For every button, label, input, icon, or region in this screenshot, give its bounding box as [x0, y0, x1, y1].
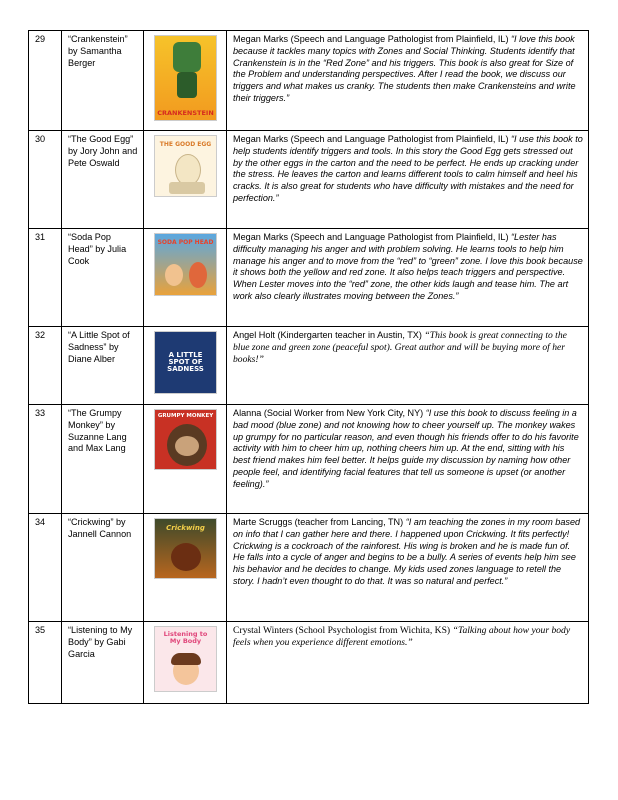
cover-title: Listening to My Body: [163, 630, 208, 645]
review-quote: “I love this book because it tackles many topics with Zones and Social Thinking. Students identify that Crankenstein is in the “Red Zone” and his triggers. This book is also great for Size of the Problem and understanding perspectives. After I read the book, we discuss our triggers and what makes us cranky. The students then make Crankensteins and write their triggers.”: [233, 34, 576, 103]
review-quote: “I use this book to help students identify triggers and tools. In this story the Good Egg gets stressed out by the other eggs in the carton and the need to be perfect. He ends up cracking under the stress. He leaves the carton and learns different tools to calm himself and heel his cracks. It is also great for students who have difficulty with mistakes and the need for perfection.”: [233, 134, 583, 203]
book-cover-image: [154, 331, 217, 394]
table-row: [29, 327, 589, 405]
reviewer-attribution: Megan Marks (Speech and Language Pathologist from Plainfield, IL): [233, 34, 509, 44]
reviewer-attribution: Megan Marks (Speech and Language Pathologist from Plainfield, IL): [233, 232, 509, 242]
book-title: “Crickwing” by Jannell Cannon: [62, 514, 144, 622]
row-number: 29: [29, 31, 62, 131]
reviewer-attribution: Marte Scruggs (teacher from Lancing, TN): [233, 517, 404, 527]
row-number: 35: [29, 622, 62, 704]
book-cover-image: [154, 233, 217, 296]
review-quote: “Lester has difficulty managing his anger and with problem solving. He learns tools to help him manage his anger and to move from the “red” to “green” zone. I love this book because it shows both the yellow and red zone. It also helps teach triggers and perspective. When Lester moves into the “red” zone, the other kids laugh and tease him. The art work also clearly illustrates moving between the Zones.”: [233, 232, 583, 301]
review-quote: “Talking about how your body feels when you experience different emotions.”: [233, 625, 571, 648]
book-cover-image: [154, 35, 217, 121]
cover-cell: [144, 622, 227, 704]
table-row: [29, 229, 589, 327]
cover-title: THE GOOD EGG: [159, 141, 212, 148]
cover-cell: [144, 131, 227, 229]
book-cover-image: [154, 626, 217, 692]
book-cover-image: [154, 518, 217, 579]
review-cell: [227, 229, 589, 327]
review-quote: “I use this book to discuss feeling in a bad mood (blue zone) and not knowing how to cheer yourself up. The monkey wakes up grumpy for no particular reason, and even though his friends offer to do his favorite activity with him to cheer him up, nothing cheers him up. At the end, sitting with his best friend makes him feel better. It helps guide my discussion by naming how other people feel, and identifying facial features that tell us someone is upset (or another feeling).”: [233, 408, 579, 489]
table-row: [29, 31, 589, 131]
review-cell: [227, 405, 589, 514]
table-row: [29, 405, 589, 514]
book-cover-image: [154, 409, 217, 470]
cover-title: GRUMPY MONKEY: [157, 413, 214, 419]
reviewer-attribution: Megan Marks (Speech and Language Pathologist from Plainfield, IL): [233, 134, 509, 144]
cover-cell: [144, 229, 227, 327]
cover-cell: [144, 405, 227, 514]
row-number: 30: [29, 131, 62, 229]
cover-cell: [144, 514, 227, 622]
review-cell: [227, 622, 589, 704]
book-cover-image: [154, 135, 217, 197]
review-cell: [227, 31, 589, 131]
cover-cell: [144, 327, 227, 405]
book-title: “Crankenstein” by Samantha Berger: [62, 31, 144, 131]
cover-title: SODA POP HEAD: [157, 239, 214, 246]
table-row: [29, 622, 589, 704]
cover-cell: [144, 31, 227, 131]
reviewer-attribution: Alanna (Social Worker from New York City, NY): [233, 408, 424, 418]
row-number: 34: [29, 514, 62, 622]
book-title: “Soda Pop Head” by Julia Cook: [62, 229, 144, 327]
cover-title: CRANKENSTEIN: [157, 108, 214, 117]
book-table: [28, 30, 589, 704]
table-row: [29, 514, 589, 622]
review-quote: “This book is great connecting to the blue zone and green zone (peaceful spot). Great author and will be buying more of her books!”: [233, 330, 567, 365]
reviewer-attribution: Angel Holt (Kindergarten teacher in Austin, TX): [233, 330, 422, 340]
review-cell: [227, 514, 589, 622]
row-number: 33: [29, 405, 62, 514]
cover-title: Crickwing: [166, 524, 205, 532]
book-title: “A Little Spot of Sadness” by Diane Alber: [62, 327, 144, 405]
review-cell: [227, 131, 589, 229]
book-title: “The Good Egg” by Jory John and Pete Oswald: [62, 131, 144, 229]
review-quote: “I am teaching the zones in my room based on info that I can gather here and there. I happened upon Crickwing. It fits perfectly! Crickwing is a cockroach of the rainforest. His wing is broken and he is made fun of. He falls into a cycle of anger and begins to be a bully. A series of events help him see his behavior and he decides to change. My kids used zones language to retell the story. I hadn’t even thought to do that. It was so natural and perfect.”: [233, 517, 581, 586]
book-title: “Listening to My Body” by Gabi Garcia: [62, 622, 144, 704]
row-number: 32: [29, 327, 62, 405]
book-title: “The Grumpy Monkey” by Suzanne Lang and Max Lang: [62, 405, 144, 514]
table-row: [29, 131, 589, 229]
cover-title: A LITTLE SPOT OF SADNESS: [167, 351, 204, 373]
reviewer-attribution: Crystal Winters (School Psychologist from Wichita, KS): [233, 625, 451, 636]
review-cell: [227, 327, 589, 405]
row-number: 31: [29, 229, 62, 327]
